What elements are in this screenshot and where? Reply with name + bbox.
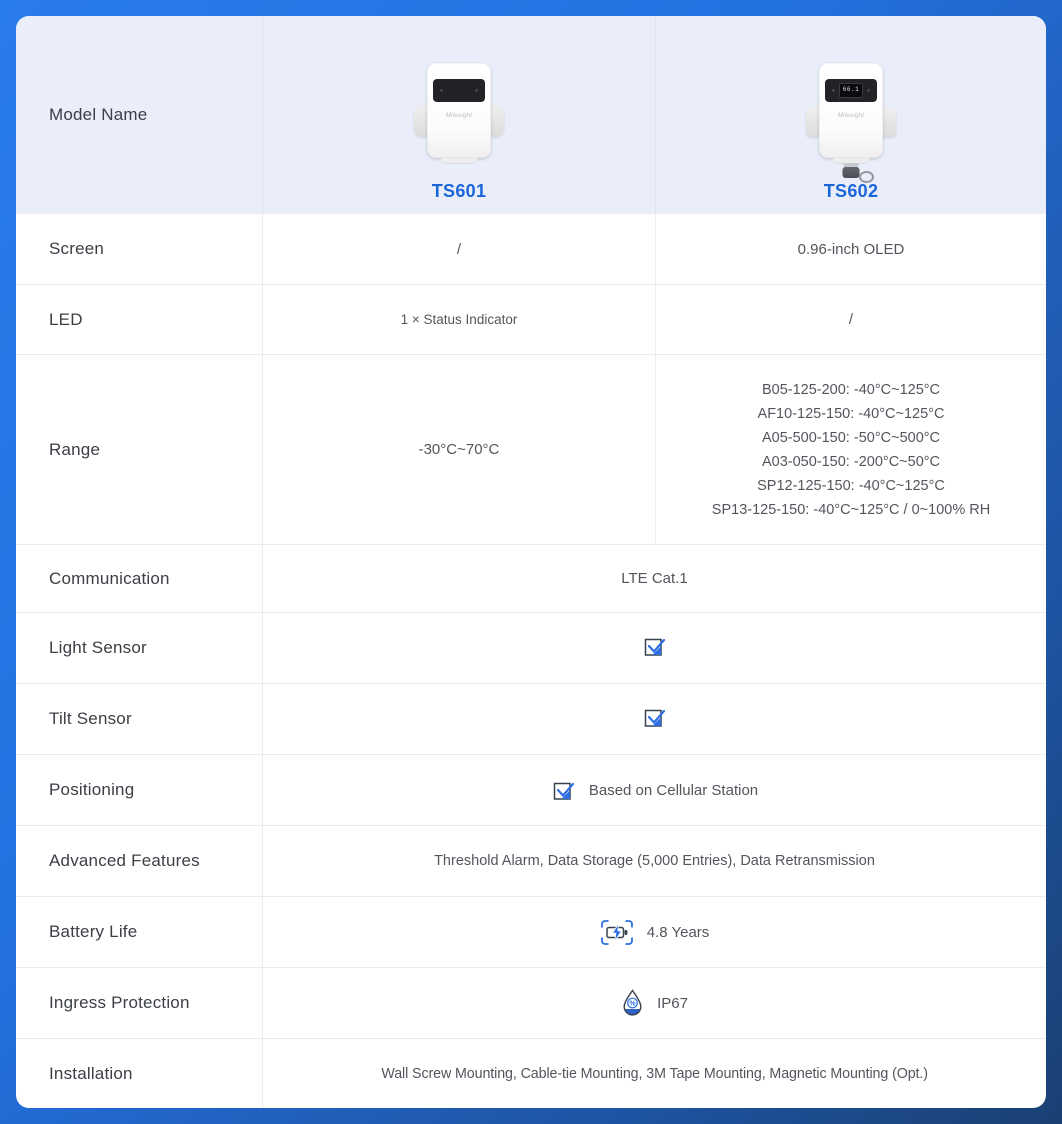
model-name-header (16, 16, 263, 213)
ts601-device-foot (441, 158, 477, 163)
ts602-probe-connector (843, 167, 860, 178)
ts602-brand-logo: Milesight (837, 113, 865, 119)
ingress-protection-text: IP67 (657, 994, 688, 1012)
installation-value (263, 1039, 1046, 1108)
row-led-label: LED (16, 285, 263, 354)
checkbox-checked-icon (551, 778, 576, 803)
range-value-ts602 (656, 355, 1046, 544)
row-positioning (16, 754, 1046, 825)
ts602-device-body (819, 63, 883, 158)
ts601-product-image (414, 63, 504, 163)
range-line: A03-050-150: -200°C~50°C (761, 453, 941, 470)
ts602-oled-display: 66.1 (839, 83, 863, 98)
row-light-sensor (16, 612, 1046, 683)
row-screen-label: Screen (16, 214, 263, 284)
installation-text: Wall Screw Mounting, Cable-tie Mounting, 3M Tape Mounting, Magnetic Mounting (Opt.) (381, 1065, 928, 1082)
ts601-sensor-window (433, 79, 485, 102)
row-battery-life-label: Battery Life (16, 897, 263, 967)
row-advanced-features-label: Advanced Features (16, 826, 263, 896)
range-value-ts601: -30°C~70°C (263, 355, 656, 544)
light-sensor-value (263, 613, 1046, 683)
tilt-sensor-value (263, 684, 1046, 754)
battery-charging-icon (600, 919, 634, 946)
ts601-sensor-dot (440, 89, 443, 92)
svg-text:%: % (629, 1000, 636, 1008)
table-header-row (16, 16, 1046, 213)
ts602-sensor-dot (867, 89, 870, 92)
ts602-name: TS602 (823, 181, 879, 201)
row-tilt-sensor (16, 683, 1046, 754)
row-installation (16, 1038, 1046, 1108)
checkbox-checked-icon (642, 634, 667, 663)
ts602-oled-window (825, 79, 877, 102)
water-drop-percent-icon (621, 989, 644, 1017)
row-screen (16, 213, 1046, 284)
comparison-table (16, 16, 1046, 1108)
row-communication (16, 544, 1046, 612)
row-range-label: Range (16, 355, 263, 544)
ts602-product-image (806, 63, 896, 163)
range-line: B05-125-200: -40°C~125°C (761, 381, 941, 398)
screen-value-ts602: 0.96-inch OLED (797, 240, 905, 258)
ingress-protection-value (263, 968, 1046, 1038)
ts602-sensor-dot (832, 89, 835, 92)
row-tilt-sensor-label: Tilt Sensor (16, 684, 263, 754)
advanced-features-value: Threshold Alarm, Data Storage (5,000 Entries), Data Retransmission (434, 853, 875, 869)
range-line: SP13-125-150: -40°C~125°C / 0~100% RH (711, 501, 991, 518)
communication-value: LTE Cat.1 (621, 570, 688, 587)
positioning-value (263, 755, 1046, 825)
ts601-name: TS601 (431, 181, 487, 201)
row-positioning-label: Positioning (16, 755, 263, 825)
row-ingress-protection (16, 967, 1046, 1038)
led-value-ts601: 1 × Status Indicator (263, 285, 656, 354)
product-cell-ts602 (656, 16, 1046, 213)
positioning-text: Based on Cellular Station (588, 781, 759, 799)
row-led (16, 284, 1046, 354)
row-battery-life (16, 896, 1046, 967)
checkbox-checked-icon (642, 705, 667, 734)
row-light-sensor-label: Light Sensor (16, 613, 263, 683)
range-line: SP12-125-150: -40°C~125°C (757, 477, 945, 494)
battery-life-value (263, 897, 1046, 967)
ts601-sensor-dot (475, 89, 478, 92)
ts602-probe-ring (859, 171, 874, 183)
screen-value-ts601: / (263, 214, 656, 284)
row-advanced-features (16, 825, 1046, 896)
row-installation-label: Installation (16, 1039, 263, 1108)
ts601-brand-logo: Milesight (445, 113, 473, 119)
range-line: AF10-125-150: -40°C~125°C (757, 405, 945, 422)
row-ingress-protection-label: Ingress Protection (16, 968, 263, 1038)
model-name-label: Model Name (49, 104, 148, 124)
ts601-device-body (427, 63, 491, 158)
range-list-ts602 (712, 378, 990, 522)
row-range (16, 354, 1046, 544)
product-cell-ts601 (263, 16, 656, 213)
battery-life-text: 4.8 Years (646, 923, 710, 941)
led-value-ts602: / (848, 311, 854, 328)
row-communication-label: Communication (16, 545, 263, 612)
range-line: A05-500-150: -50°C~500°C (761, 429, 941, 446)
